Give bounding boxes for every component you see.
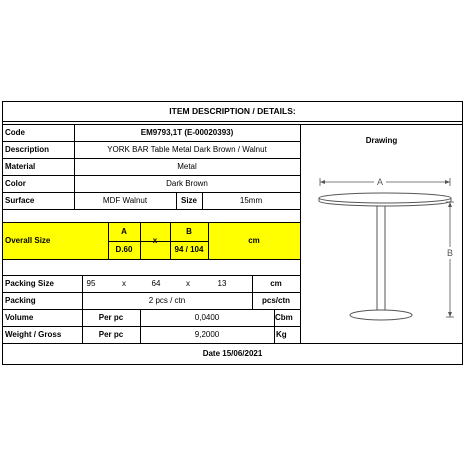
overall-size-b-label: B — [170, 223, 208, 241]
surface-label: Surface — [5, 195, 35, 205]
item-spec-sheet — [2, 101, 463, 365]
packing-size-unit: cm — [270, 279, 282, 288]
dimension-a-label: A — [376, 177, 384, 187]
volume-unit: Cbm — [275, 312, 293, 322]
sheet-title: ITEM DESCRIPTION / DETAILS: — [169, 105, 296, 116]
code-value: EM9793,1T (E-00020393) — [140, 128, 234, 137]
weight-label: Weight / Gross — [5, 329, 62, 339]
overall-size-unit: cm — [208, 223, 300, 259]
volume-value: 0,0400 — [194, 312, 220, 322]
surface-value: MDF Walnut — [102, 195, 148, 205]
drawing-title: Drawing — [365, 136, 398, 145]
packing-size-x2: x — [186, 279, 190, 288]
overall-size-a-label: A — [108, 223, 140, 241]
weight-unit: Kg — [276, 329, 287, 339]
packing-label: Packing — [5, 295, 36, 305]
description-value: YORK BAR Table Metal Dark Brown / Walnut — [107, 144, 267, 154]
material-label: Material — [5, 161, 36, 171]
overall-size-a-value: D.60 — [108, 241, 140, 259]
packing-unit: pcs/ctn — [261, 295, 290, 305]
size-label: Size — [180, 195, 197, 205]
packing-size-width: 64 — [151, 279, 161, 288]
packing-value: 2 pcs / ctn — [148, 295, 186, 305]
weight-per: Per pc — [98, 329, 124, 339]
footer-date: Date 15/06/2021 — [202, 349, 263, 358]
dimension-b-label: B — [446, 248, 454, 258]
packing-size-x1: x — [122, 279, 126, 288]
color-value: Dark Brown — [166, 178, 208, 188]
color-label: Color — [5, 178, 26, 188]
size-value: 15mm — [239, 195, 263, 205]
volume-label: Volume — [5, 312, 34, 322]
packing-size-label: Packing Size — [5, 279, 54, 288]
packing-size-height: 13 — [217, 279, 227, 288]
weight-value: 9,2000 — [194, 329, 220, 339]
packing-size-length: 95 — [86, 279, 96, 288]
overall-size-label: Overall Size — [2, 223, 108, 259]
code-label: Code — [5, 128, 25, 137]
description-label: Description — [5, 144, 50, 154]
material-value: Metal — [177, 161, 197, 171]
volume-per: Per pc — [98, 312, 124, 322]
overall-size-b-value: 94 / 104 — [170, 241, 208, 259]
